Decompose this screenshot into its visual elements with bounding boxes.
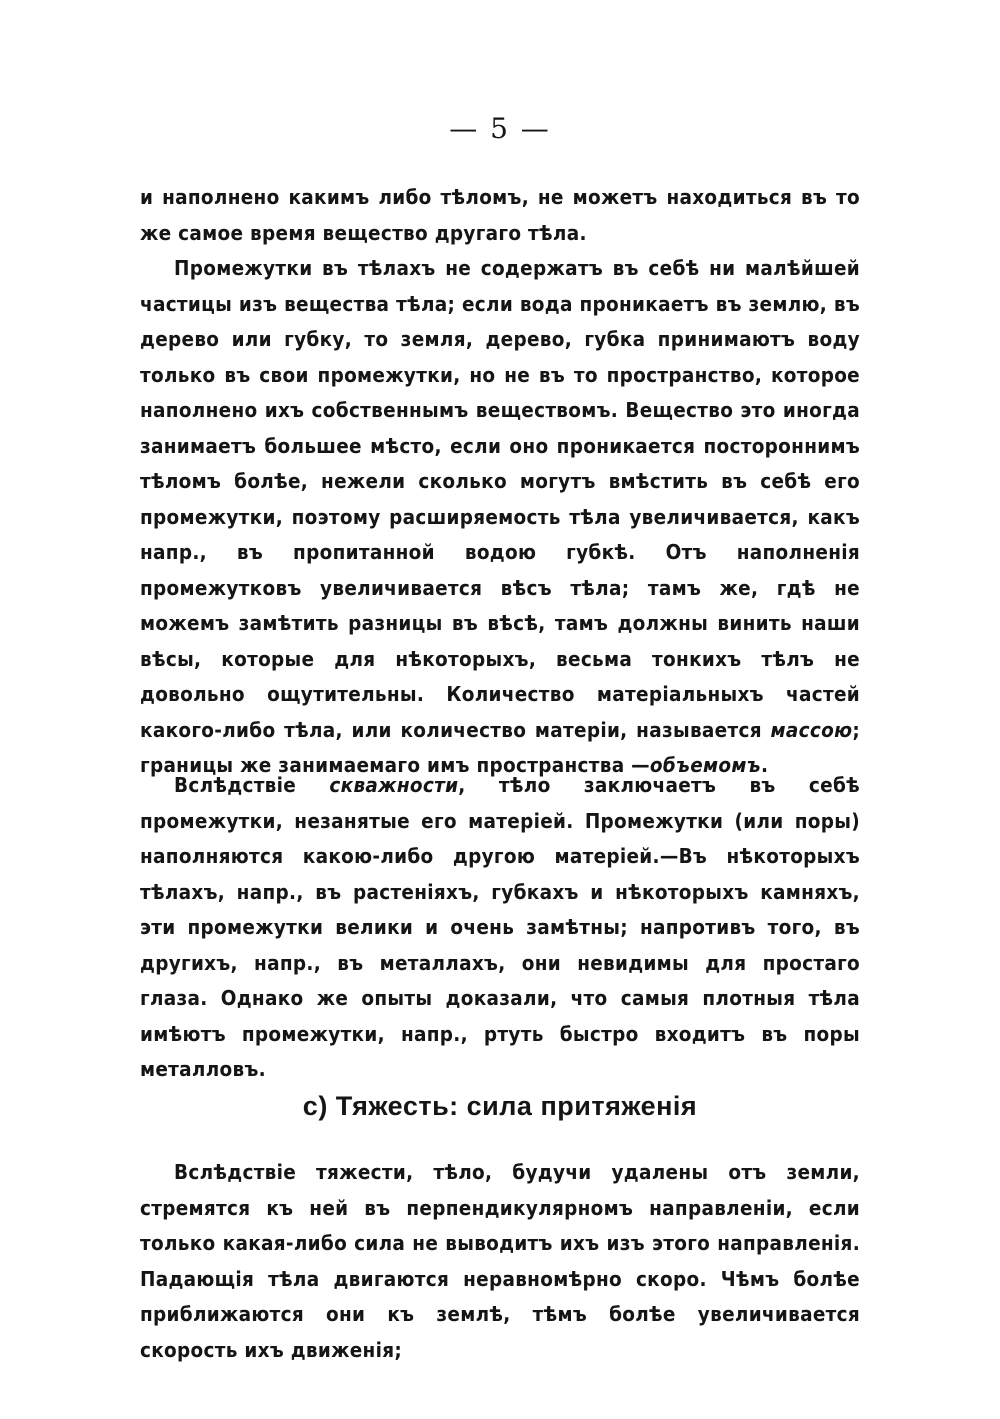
term-volume: объемомъ — [649, 753, 761, 777]
section-heading: с) Тяжесть: сила притяженія — [302, 1091, 698, 1121]
interstices-mid: ; границы же занимаемаго имъ пространства — — [140, 717, 860, 777]
pores-body: , тѣло заключаетъ въ себѣ промежутки, незанятые его матеріей. Промежутки (или поры) наполняются какою-либо другою матеріей.—Въ нѣкоторыхъ тѣлахъ, напр., въ растеніяхъ, губкахъ и нѣкоторыхъ камняхъ, эти промежутки велики и очень замѣтны; напротивъ того, въ другихъ, напр., въ металлахъ, они невидимы для простаго глаза. Однако же опыты доказали, что самыя плотныя тѣла имѣютъ промежутки, напр., ртуть быстро входитъ въ поры металловъ. — [140, 773, 860, 1081]
interstices-end: . — [760, 753, 769, 777]
pores-start: Вслѣдствіе — [174, 773, 297, 797]
interstices-text: Промежутки въ тѣлахъ не содержатъ въ себѣ ни малѣйшей частицы изъ вещества тѣла; если вода проникаетъ въ землю, въ дерево или губку, то земля, дерево, губка принимаютъ воду только въ свои промежутки, но не въ то пространство, которое наполнено ихъ собственнымъ веществомъ. Вещество это иногда занимаетъ большее мѣсто, если оно проникается постороннимъ тѣломъ болѣе, нежели сколько могутъ вмѣстить въ себѣ его промежутки, поэтому расширяемость тѣла увеличивается, какъ напр., въ пропитанной водою губкѣ. Отъ наполненія промежутковъ увеличивается вѣсъ тѣла; тамъ же, гдѣ не можемъ замѣтить разницы въ вѣсѣ, тамъ должны винить наши вѣсы, которые для нѣкоторыхъ, весьма тонкихъ тѣлъ не довольно ощутительны. Количество матеріальныхъ частей какого-либо тѣла, или количество матеріи, называется — [140, 256, 860, 742]
paragraph-pores — [140, 768, 860, 1088]
term-mass: массою — [770, 717, 853, 742]
page-number: — 5 — — [449, 112, 551, 145]
paragraph-gravity: Вслѣдствіе тяжести, тѣло, будучи удалены отъ земли, стремятся къ ней въ перпендикулярномъ направленіи, если только какая-либо сила не выводитъ ихъ изъ этого направленія. Падающія тѣла двигаются неравномѣрно скоро. Чѣмъ болѣе приближаются они къ землѣ, тѣмъ болѣе увеличивается скорость ихъ движенія; — [140, 1160, 860, 1362]
paragraph-continuation: и наполнено какимъ либо тѣломъ, не можетъ находиться въ то же самое время вещество другаго тѣла. — [140, 185, 860, 245]
paragraph-interstices — [140, 251, 860, 784]
pores-text-block — [140, 768, 860, 1088]
main-text-block — [140, 180, 860, 784]
gravity-text-block — [140, 1155, 860, 1368]
term-porosity: скважности — [329, 773, 459, 797]
